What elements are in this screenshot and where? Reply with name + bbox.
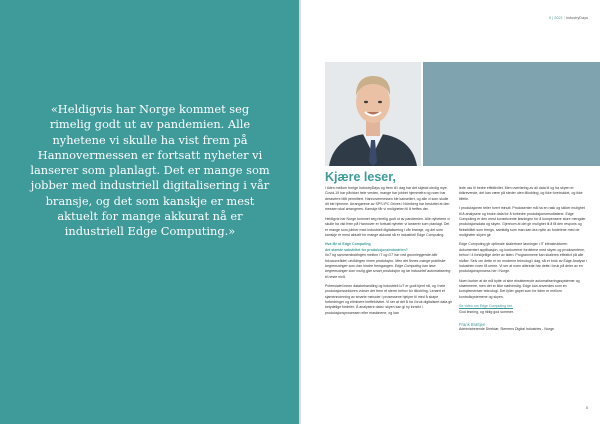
portrait-illustration <box>325 62 421 166</box>
signature-title: Administrerende Direktør, Siemens Digital Industries - Norge <box>459 327 555 332</box>
portrait-photo <box>325 62 421 166</box>
text-column-1 <box>325 186 453 320</box>
paragraph: Noen kurker at de må bytte ut sine eksisterende automatiseringssystemer og strømmene, men det er ikke nødvendig. Edge kan anvendes som en komplementær teknologi. Det fyller gapet som for tiden er mellom kontrollsystemene og skyen. <box>459 278 580 299</box>
subheading: det største saksfeltet for produksjonsindustrien? <box>325 247 408 252</box>
paragraph-italic: IIoT og sammenkoblingen mellom IT og OT har ved grunnleggende blitt fokusområdet; utviklingen innen produksjon. Men det finnes mange praktiske begrensninger som kan hindre fremgangen. Edge Computing kan løse begrensninger som mulig gjør smart produksjon og tar industriell automatisering til neste nivå. <box>325 253 451 279</box>
subheading: Hva får ut Edge Computing <box>325 242 371 247</box>
closing-line: God lesning, og riktig god sommer. <box>459 309 514 314</box>
paragraph: Potensialet innen databehandling og industriell IoT er godt kjent nå, og i hele produksjonssektoren vokser det frem et sterre behov for tilkobling. Lenært et sjamennomning av smarte metoder i prosessene hjelper til med å skape forbedringer og eliminere ineffektivitet. Vi ser at det å ha i bruk digitalisert data gir betydelige fordeler. Å analysere data i skyen kan gi ny innsikt i produksjonsprosessen eller maskinene, og kan <box>325 284 453 315</box>
article-title: Kjære leser, <box>325 170 396 184</box>
header-page: 5 | 2021 <box>549 16 563 20</box>
decorative-color-block <box>423 62 600 166</box>
paragraph: I produksjonen teller hvert minutt. Produsenter må ha en rask og sikker mulighet til å analysere og bruke data for å forbedre produksjonsresultatene. Edge Computing er den mest konsekvente løsningen for å kompensere store mengder produksjonsdata og skyen. Gjennom at det gir mulighet til å få den respons og fleksibilitet som trengs, samtidig som man kan dra nytte av fordelene med de muligheter skyen gir. <box>459 206 586 237</box>
text-column-2 <box>459 186 587 337</box>
video-link[interactable]: Se video om Edge Computing her. <box>459 304 514 309</box>
header-section: IndustryDays <box>565 16 588 20</box>
paragraph: Edge Computing gir optimale skalerbare løsninger i IT infrastrukturen dokumentert applikasjon, og konkurrerer fordelene med skyen og produsentene, behov i 4 forskjellige deler av tiden. Programmene kan skaleres effektivt på alle nivåer. Selv om dette er en moderne teknologi i dag, så er bruk av Edge Analyse i industrien noen få uerne. Vi ser at noen allerede har dette i bruk på deler av en produksjonsprosess her i Norge. <box>459 242 587 274</box>
pull-quote: «Heldigvis har Norge kommet seg rimelig godt ut av pandemien. Alle nyhetene vi skulle ha vist frem på Hannovermessen er fortsatt nyheter vi lanserer som planlagt. Det er mange som jobber med industriell digitalisering i vår bransje, og det som kanskje er mest aktuelt for mange akkurat nå er industriell Edge Computing.» <box>30 102 270 239</box>
signature-name: Frank Brattjen <box>459 321 486 327</box>
right-page <box>301 0 600 424</box>
running-header: 5 | 2021|IndustryDays <box>549 16 588 20</box>
paragraph: I tiden mellom forrige IndustryDays og frem til i dag har det skjedd utrolig mye. Covid-19 har påvirket hele verden, mange har jobbet hjemmefra og noen har dessverre blitt permittert. Hannovermessen ble kansellert, og alle vi som skulle dit ble hjemme. Arrangørene av SPS IPC Drives i Nürnberg har besluttet at den messen skal arrangeres. Kanskje får vi muligheten til å treffes der. <box>325 186 450 212</box>
page-number: 5 <box>585 405 588 410</box>
paragraph: Heldigvis har Norge kommet seg rimelig godt ut av pandemien. Alle nyhetene vi skulle ha vist frem på Hannover er fortsatt nyheter vi lanserer som planlagt. Det er mange som jobber med industriell digitalisering i vår bransje, og det som kanskje er mest aktuelt for mange akkurat nå er industriell Edge Computing. <box>325 216 450 237</box>
paragraph: lede oss til bedre effektivitet. Men overføring av all data til og fra skyen er tidkrevende, det kan være på steder uten tilkobling, og ikke foretrukket, og ikke tilfelle. <box>459 186 583 201</box>
